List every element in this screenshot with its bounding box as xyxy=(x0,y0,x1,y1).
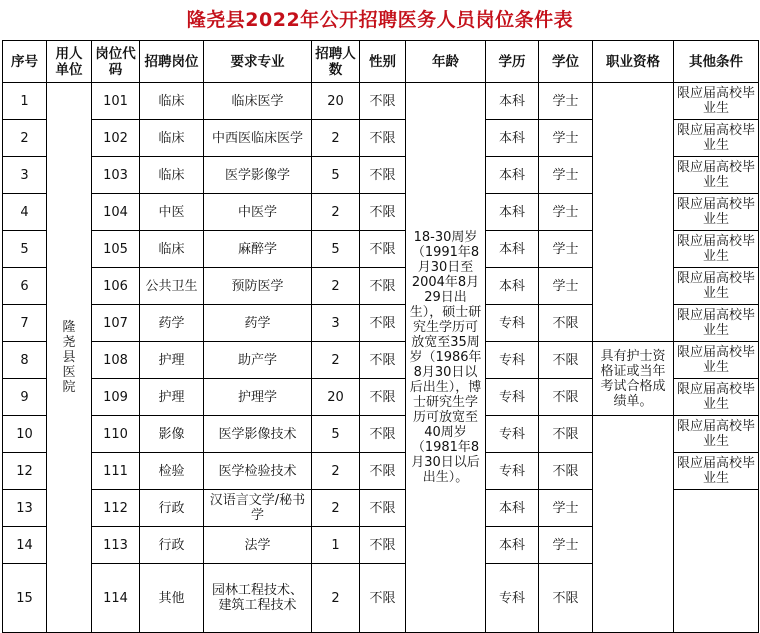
major-cell: 园林工程技术、建筑工程技术 xyxy=(204,564,312,633)
gender-cell: 不限 xyxy=(360,453,406,490)
major-cell: 医学影像技术 xyxy=(204,416,312,453)
other-cell: 限应届高校毕业生 xyxy=(674,342,759,379)
other-cell: 限应届高校毕业生 xyxy=(674,305,759,342)
degree-cell: 学士 xyxy=(539,120,593,157)
edu-cell: 本科 xyxy=(486,231,539,268)
count-cell: 2 xyxy=(312,194,360,231)
header-unit: 用人单位 xyxy=(47,41,92,83)
other-cell: 限应届高校毕业生 xyxy=(674,231,759,268)
code-cell: 103 xyxy=(92,157,140,194)
degree-cell: 学士 xyxy=(539,194,593,231)
major-cell: 麻醉学 xyxy=(204,231,312,268)
count-cell: 2 xyxy=(312,342,360,379)
major-cell: 汉语言文学/秘书学 xyxy=(204,490,312,527)
count-cell: 5 xyxy=(312,231,360,268)
header-row xyxy=(3,41,759,83)
table-row xyxy=(3,342,759,379)
degree-cell: 不限 xyxy=(539,453,593,490)
degree-cell: 不限 xyxy=(539,564,593,633)
post-cell: 护理 xyxy=(140,342,204,379)
header-post: 招聘岗位 xyxy=(140,41,204,83)
seq-cell: 6 xyxy=(3,268,47,305)
qual-cell-nurse: 具有护士资格证或当年考试合格成绩单。 xyxy=(593,342,674,416)
code-cell: 104 xyxy=(92,194,140,231)
header-major: 要求专业 xyxy=(204,41,312,83)
degree-cell: 学士 xyxy=(539,83,593,120)
degree-cell: 不限 xyxy=(539,305,593,342)
seq-cell: 14 xyxy=(3,527,47,564)
major-cell: 临床医学 xyxy=(204,83,312,120)
code-cell: 114 xyxy=(92,564,140,633)
degree-cell: 学士 xyxy=(539,268,593,305)
code-cell: 101 xyxy=(92,83,140,120)
edu-cell: 专科 xyxy=(486,564,539,633)
code-cell: 107 xyxy=(92,305,140,342)
major-cell: 护理学 xyxy=(204,379,312,416)
gender-cell: 不限 xyxy=(360,194,406,231)
gender-cell: 不限 xyxy=(360,83,406,120)
gender-cell: 不限 xyxy=(360,231,406,268)
unit-cell xyxy=(47,83,92,633)
degree-cell: 学士 xyxy=(539,157,593,194)
gender-cell: 不限 xyxy=(360,379,406,416)
table-row xyxy=(3,416,759,453)
seq-cell: 2 xyxy=(3,120,47,157)
count-cell: 2 xyxy=(312,268,360,305)
gender-cell: 不限 xyxy=(360,157,406,194)
gender-cell: 不限 xyxy=(360,416,406,453)
edu-cell: 专科 xyxy=(486,305,539,342)
code-cell: 110 xyxy=(92,416,140,453)
code-cell: 112 xyxy=(92,490,140,527)
gender-cell: 不限 xyxy=(360,564,406,633)
count-cell: 2 xyxy=(312,120,360,157)
code-cell: 108 xyxy=(92,342,140,379)
gender-cell: 不限 xyxy=(360,305,406,342)
count-cell: 20 xyxy=(312,83,360,120)
unit-text: 隆尧县医院 xyxy=(62,320,76,395)
edu-cell: 本科 xyxy=(486,194,539,231)
major-cell: 医学影像学 xyxy=(204,157,312,194)
post-cell: 临床 xyxy=(140,231,204,268)
page-title: 隆尧县2022年公开招聘医务人员岗位条件表 xyxy=(186,9,574,31)
header-age: 年龄 xyxy=(406,41,486,83)
seq-cell: 4 xyxy=(3,194,47,231)
count-cell: 20 xyxy=(312,379,360,416)
gender-cell: 不限 xyxy=(360,120,406,157)
qual-cell-empty xyxy=(593,83,674,342)
post-cell: 影像 xyxy=(140,416,204,453)
edu-cell: 本科 xyxy=(486,490,539,527)
other-cell: 限应届高校毕业生 xyxy=(674,120,759,157)
edu-cell: 专科 xyxy=(486,416,539,453)
age-cell: 18-30周岁（1991年8月30日至2004年8月29日出生），硕士研究生学历可放宽至35周岁（1986年8月30日以后出生），博士研究生学历可放宽至40周岁（1981年8月30日以后出生）。 xyxy=(406,83,486,633)
other-cell: 限应届高校毕业生 xyxy=(674,83,759,120)
other-cell: 限应届高校毕业生 xyxy=(674,194,759,231)
edu-cell: 专科 xyxy=(486,453,539,490)
edu-cell: 专科 xyxy=(486,342,539,379)
seq-cell: 13 xyxy=(3,490,47,527)
code-cell: 106 xyxy=(92,268,140,305)
post-cell: 公共卫生 xyxy=(140,268,204,305)
degree-cell: 不限 xyxy=(539,416,593,453)
major-cell: 助产学 xyxy=(204,342,312,379)
seq-cell: 1 xyxy=(3,83,47,120)
post-cell: 药学 xyxy=(140,305,204,342)
header-edu: 学历 xyxy=(486,41,539,83)
gender-cell: 不限 xyxy=(360,490,406,527)
edu-cell: 本科 xyxy=(486,83,539,120)
code-cell: 109 xyxy=(92,379,140,416)
gender-cell: 不限 xyxy=(360,268,406,305)
header-degree: 学位 xyxy=(539,41,593,83)
header-other: 其他条件 xyxy=(674,41,759,83)
other-cell: 限应届高校毕业生 xyxy=(674,453,759,490)
other-cell-empty xyxy=(674,490,759,633)
post-cell: 中医 xyxy=(140,194,204,231)
gender-cell: 不限 xyxy=(360,527,406,564)
other-cell: 限应届高校毕业生 xyxy=(674,268,759,305)
degree-cell: 学士 xyxy=(539,490,593,527)
major-cell: 药学 xyxy=(204,305,312,342)
other-cell: 限应届高校毕业生 xyxy=(674,416,759,453)
seq-cell: 7 xyxy=(3,305,47,342)
other-cell: 限应届高校毕业生 xyxy=(674,157,759,194)
header-code: 岗位代码 xyxy=(92,41,140,83)
seq-cell: 15 xyxy=(3,564,47,633)
count-cell: 2 xyxy=(312,490,360,527)
count-cell: 1 xyxy=(312,527,360,564)
edu-cell: 本科 xyxy=(486,120,539,157)
count-cell: 2 xyxy=(312,564,360,633)
edu-cell: 本科 xyxy=(486,527,539,564)
degree-cell: 不限 xyxy=(539,379,593,416)
header-qual: 职业资格 xyxy=(593,41,674,83)
edu-cell: 本科 xyxy=(486,157,539,194)
seq-cell: 3 xyxy=(3,157,47,194)
count-cell: 2 xyxy=(312,453,360,490)
post-cell: 其他 xyxy=(140,564,204,633)
seq-cell: 10 xyxy=(3,416,47,453)
code-cell: 111 xyxy=(92,453,140,490)
count-cell: 5 xyxy=(312,416,360,453)
seq-cell: 9 xyxy=(3,379,47,416)
code-cell: 102 xyxy=(92,120,140,157)
recruitment-table xyxy=(2,40,759,633)
degree-cell: 学士 xyxy=(539,231,593,268)
post-cell: 护理 xyxy=(140,379,204,416)
post-cell: 临床 xyxy=(140,120,204,157)
qual-cell-empty xyxy=(593,416,674,633)
code-cell: 113 xyxy=(92,527,140,564)
seq-cell: 8 xyxy=(3,342,47,379)
post-cell: 临床 xyxy=(140,157,204,194)
post-cell: 临床 xyxy=(140,83,204,120)
count-cell: 5 xyxy=(312,157,360,194)
code-cell: 105 xyxy=(92,231,140,268)
header-gender: 性别 xyxy=(360,41,406,83)
major-cell: 法学 xyxy=(204,527,312,564)
count-cell: 3 xyxy=(312,305,360,342)
degree-cell: 不限 xyxy=(539,342,593,379)
seq-cell: 5 xyxy=(3,231,47,268)
gender-cell: 不限 xyxy=(360,342,406,379)
edu-cell: 专科 xyxy=(486,379,539,416)
major-cell: 中西医临床医学 xyxy=(204,120,312,157)
post-cell: 检验 xyxy=(140,453,204,490)
header-count: 招聘人数 xyxy=(312,41,360,83)
other-cell: 限应届高校毕业生 xyxy=(674,379,759,416)
major-cell: 预防医学 xyxy=(204,268,312,305)
major-cell: 中医学 xyxy=(204,194,312,231)
major-cell: 医学检验技术 xyxy=(204,453,312,490)
post-cell: 行政 xyxy=(140,527,204,564)
degree-cell: 学士 xyxy=(539,527,593,564)
seq-cell: 12 xyxy=(3,453,47,490)
post-cell: 行政 xyxy=(140,490,204,527)
table-row xyxy=(3,83,759,120)
header-seq: 序号 xyxy=(3,41,47,83)
edu-cell: 本科 xyxy=(486,268,539,305)
